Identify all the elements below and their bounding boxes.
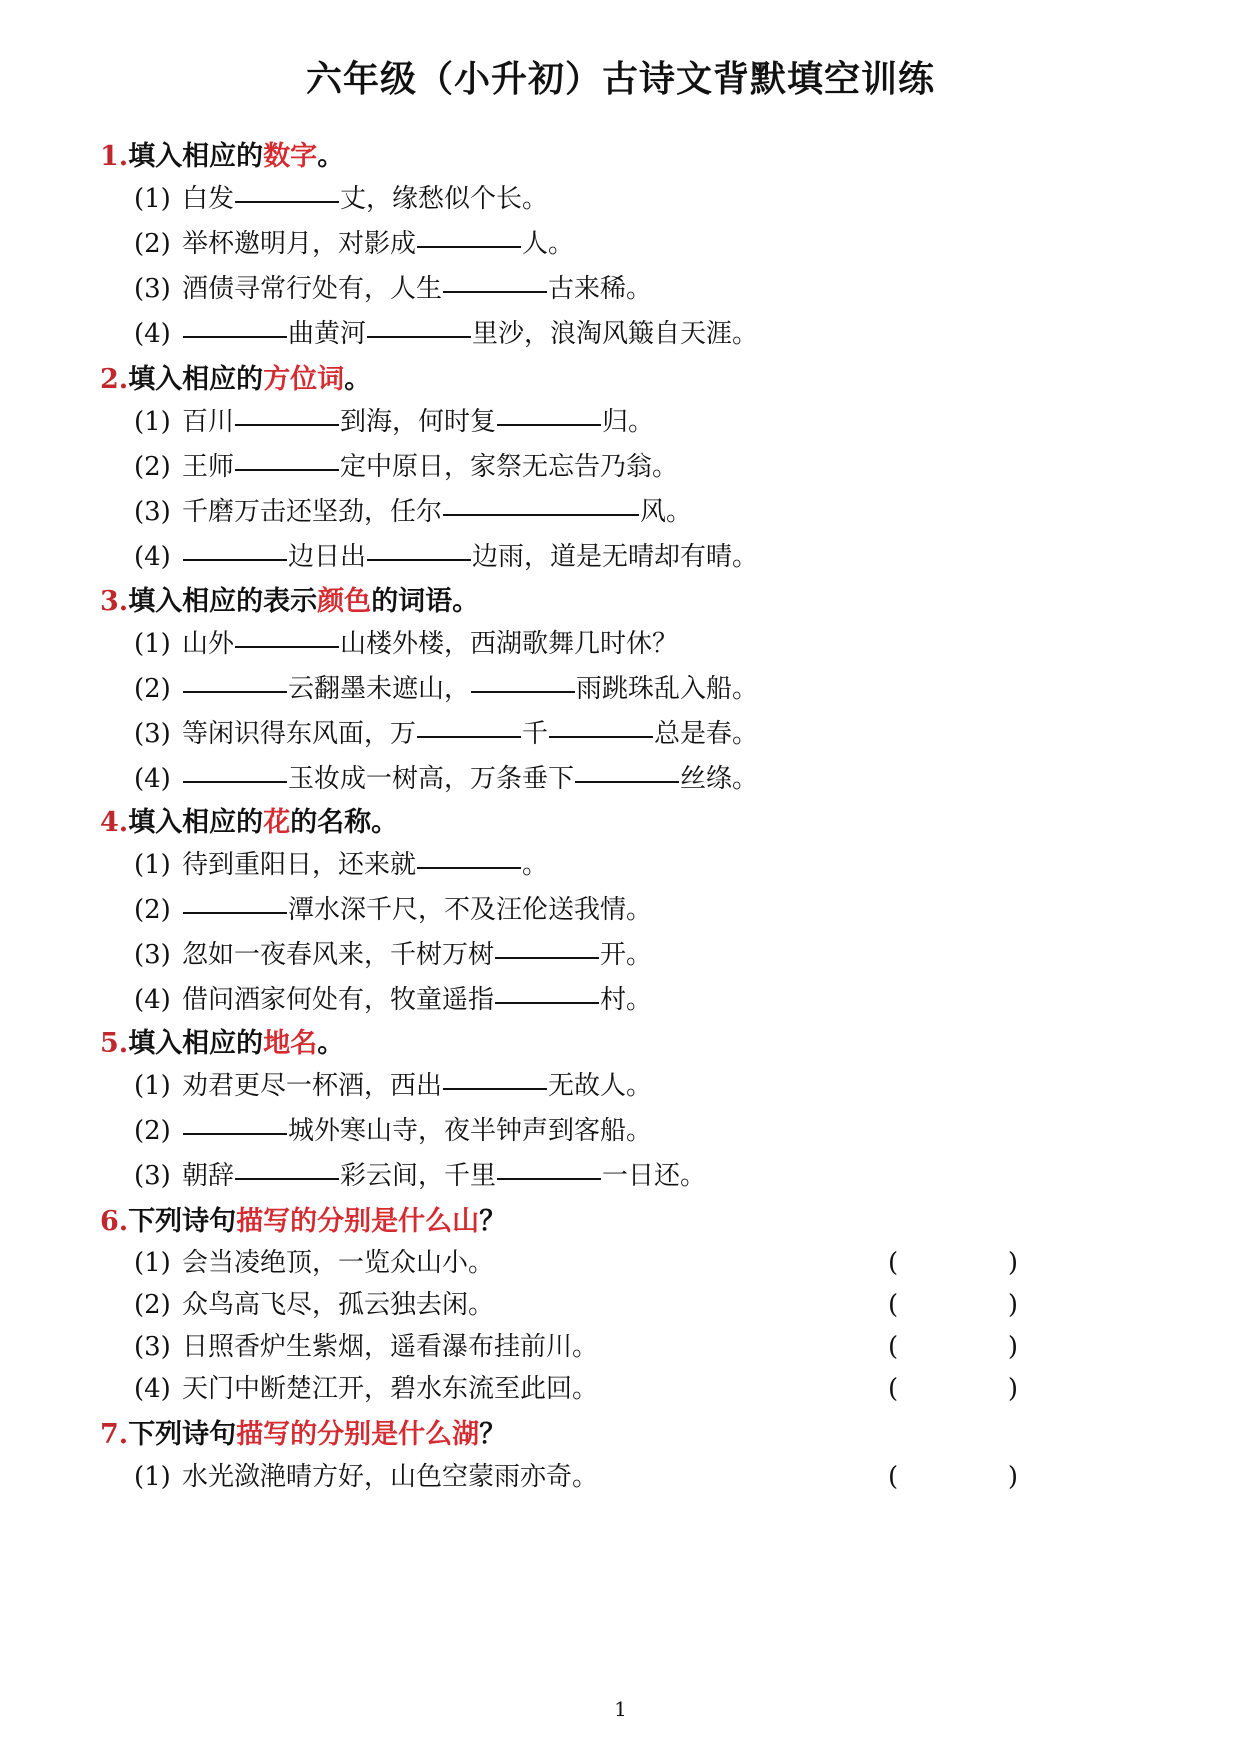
heading-text-end: 。 bbox=[317, 141, 345, 172]
item-text: 天门中断楚江开，碧水东流至此回。 bbox=[182, 1374, 599, 1404]
item-text: 雨跳珠乱入船。 bbox=[576, 674, 759, 704]
item-index: (4) bbox=[134, 319, 171, 349]
heading-highlight: 地名 bbox=[263, 1028, 318, 1059]
item-text: 风。 bbox=[640, 497, 693, 527]
answer-parentheses[interactable] bbox=[888, 1326, 1018, 1368]
open-paren: ( bbox=[888, 1462, 899, 1492]
question-item bbox=[100, 490, 1140, 535]
section-number: 6. bbox=[100, 1206, 129, 1237]
item-index: (2) bbox=[134, 452, 171, 482]
item-index: (1) bbox=[134, 850, 171, 880]
answer-blank[interactable] bbox=[183, 558, 287, 561]
close-paren: ) bbox=[1007, 1374, 1018, 1404]
item-text: 水光潋滟晴方好，山色空蒙雨亦奇。 bbox=[182, 1462, 599, 1492]
open-paren: ( bbox=[888, 1290, 899, 1320]
heading-text: 填入相应的 bbox=[128, 364, 264, 395]
item-index: (4) bbox=[134, 542, 171, 572]
item-index: (1) bbox=[134, 1462, 171, 1492]
item-text: 举杯邀明月，对影成 bbox=[182, 229, 417, 259]
question-item bbox=[100, 445, 1140, 490]
open-paren: ( bbox=[888, 1248, 899, 1278]
answer-blank[interactable] bbox=[235, 200, 339, 203]
heading-text: 填入相应的 bbox=[128, 807, 264, 838]
answer-blank[interactable] bbox=[367, 558, 471, 561]
question-item bbox=[100, 757, 1140, 802]
heading-highlight: 描写的分别是什么山 bbox=[236, 1206, 480, 1237]
answer-blank[interactable] bbox=[417, 735, 521, 738]
item-text: 云翻墨未遮山， bbox=[288, 674, 471, 704]
item-index: (2) bbox=[134, 1116, 171, 1146]
item-text: 酒债寻常行处有，人生 bbox=[182, 274, 443, 304]
open-paren: ( bbox=[888, 1332, 899, 1362]
question-item bbox=[100, 622, 1140, 667]
answer-blank[interactable] bbox=[443, 1087, 547, 1090]
item-text: 古来稀。 bbox=[548, 274, 653, 304]
heading-text-end: ？ bbox=[479, 1419, 507, 1450]
answer-blank[interactable] bbox=[443, 290, 547, 293]
answer-blank[interactable] bbox=[575, 780, 679, 783]
item-text: 等闲识得东风面，万 bbox=[182, 719, 417, 749]
heading-text: 填入相应的表示 bbox=[128, 586, 318, 617]
question-item bbox=[100, 267, 1140, 312]
item-text: 潭水深千尺，不及汪伦送我情。 bbox=[288, 895, 653, 925]
heading-text-end: 的名称。 bbox=[290, 807, 399, 838]
section-heading bbox=[100, 803, 1140, 843]
question-item bbox=[100, 177, 1140, 222]
question-item bbox=[100, 888, 1140, 933]
section-numbers bbox=[100, 137, 1140, 357]
answer-blank[interactable] bbox=[417, 866, 521, 869]
answer-parentheses[interactable] bbox=[888, 1284, 1018, 1326]
section-number: 1. bbox=[100, 141, 129, 172]
answer-blank[interactable] bbox=[549, 735, 653, 738]
section-heading bbox=[100, 1202, 1140, 1242]
close-paren: ) bbox=[1007, 1248, 1018, 1278]
answer-blank[interactable] bbox=[235, 423, 339, 426]
item-index: (3) bbox=[134, 274, 171, 304]
question-item bbox=[100, 312, 1140, 357]
item-index: (3) bbox=[134, 719, 171, 749]
answer-parentheses[interactable] bbox=[888, 1242, 1018, 1284]
section-directions bbox=[100, 360, 1140, 580]
question-item bbox=[100, 1109, 1140, 1154]
answer-blank[interactable] bbox=[443, 513, 639, 516]
item-index: (2) bbox=[134, 1290, 171, 1320]
item-text: 朝辞 bbox=[182, 1161, 235, 1191]
heading-highlight: 数字 bbox=[263, 141, 318, 172]
item-text: 待到重阳日，还来就 bbox=[182, 850, 417, 880]
close-paren: ) bbox=[1007, 1290, 1018, 1320]
question-item bbox=[100, 535, 1140, 580]
item-text: 。 bbox=[522, 850, 549, 880]
heading-text: 填入相应的 bbox=[128, 1028, 264, 1059]
close-paren: ) bbox=[1007, 1462, 1018, 1492]
answer-blank[interactable] bbox=[235, 645, 339, 648]
item-text: 里沙，浪淘风簸自天涯。 bbox=[472, 319, 759, 349]
question-item bbox=[100, 222, 1140, 267]
page-number: 1 bbox=[614, 1697, 627, 1721]
section-heading bbox=[100, 137, 1140, 177]
answer-blank[interactable] bbox=[495, 1001, 599, 1004]
item-text: 边日出 bbox=[288, 542, 367, 572]
answer-blank[interactable] bbox=[497, 1177, 601, 1180]
item-text: 城外寒山寺，夜半钟声到客船。 bbox=[288, 1116, 653, 1146]
question-item bbox=[100, 1455, 1140, 1500]
item-text: 白发 bbox=[182, 184, 235, 214]
heading-text-end: 的词语。 bbox=[371, 586, 480, 617]
heading-highlight: 描写的分别是什么湖 bbox=[236, 1419, 480, 1450]
answer-blank[interactable] bbox=[183, 911, 287, 914]
question-item bbox=[100, 1154, 1140, 1199]
question-item bbox=[100, 1064, 1140, 1109]
close-paren: ) bbox=[1007, 1332, 1018, 1362]
section-flowers bbox=[100, 803, 1140, 1023]
item-text: 彩云间，千里 bbox=[340, 1161, 497, 1191]
item-text: 借问酒家何处有，牧童遥指 bbox=[182, 985, 495, 1015]
question-item bbox=[100, 400, 1140, 445]
item-text: 丈，缘愁似个长。 bbox=[340, 184, 549, 214]
answer-blank[interactable] bbox=[183, 780, 287, 783]
question-item bbox=[100, 1368, 1140, 1410]
section-lakes bbox=[100, 1415, 1140, 1500]
question-item bbox=[100, 933, 1140, 978]
item-text: 人。 bbox=[522, 229, 575, 259]
answer-blank[interactable] bbox=[183, 690, 287, 693]
question-item bbox=[100, 1284, 1140, 1326]
item-text: 边雨，道是无晴却有晴。 bbox=[472, 542, 759, 572]
heading-text-end: 。 bbox=[317, 1028, 345, 1059]
heading-highlight: 花 bbox=[263, 807, 291, 838]
item-text: 丝绦。 bbox=[680, 764, 759, 794]
question-item bbox=[100, 1242, 1140, 1284]
question-item bbox=[100, 978, 1140, 1023]
answer-parentheses[interactable] bbox=[888, 1455, 1018, 1500]
item-text: 村。 bbox=[600, 985, 653, 1015]
answer-blank[interactable] bbox=[235, 468, 339, 471]
section-number: 2. bbox=[100, 364, 129, 395]
item-text: 忽如一夜春风来，千树万树 bbox=[182, 940, 495, 970]
heading-highlight: 颜色 bbox=[317, 586, 372, 617]
item-index: (2) bbox=[134, 674, 171, 704]
section-heading bbox=[100, 1024, 1140, 1064]
item-text: 王师 bbox=[182, 452, 235, 482]
section-mountains bbox=[100, 1202, 1140, 1410]
item-text: 玉妆成一树高，万条垂下 bbox=[288, 764, 575, 794]
heading-text: 下列诗句 bbox=[128, 1419, 237, 1450]
item-text: 一日还。 bbox=[602, 1161, 707, 1191]
answer-blank[interactable] bbox=[471, 690, 575, 693]
answer-blank[interactable] bbox=[367, 335, 471, 338]
item-index: (4) bbox=[134, 1374, 171, 1404]
item-text: 千磨万击还坚劲，任尔 bbox=[182, 497, 443, 527]
item-text: 到海，何时复 bbox=[340, 407, 497, 437]
item-text: 曲黄河 bbox=[288, 319, 367, 349]
question-item bbox=[100, 667, 1140, 712]
item-text: 开。 bbox=[600, 940, 653, 970]
section-number: 4. bbox=[100, 807, 129, 838]
item-text: 会当凌绝顶，一览众山小。 bbox=[182, 1248, 495, 1278]
item-index: (4) bbox=[134, 985, 171, 1015]
heading-text-end: ？ bbox=[479, 1206, 507, 1237]
item-text: 山外 bbox=[182, 629, 235, 659]
item-index: (1) bbox=[134, 184, 171, 214]
answer-blank[interactable] bbox=[183, 335, 287, 338]
item-text: 日照香炉生紫烟，遥看瀑布挂前川。 bbox=[182, 1332, 599, 1362]
section-number: 5. bbox=[100, 1028, 129, 1059]
item-index: (3) bbox=[134, 940, 171, 970]
item-text: 定中原日，家祭无忘告乃翁。 bbox=[340, 452, 679, 482]
item-index: (3) bbox=[134, 497, 171, 527]
item-index: (2) bbox=[134, 229, 171, 259]
question-item bbox=[100, 843, 1140, 888]
item-text: 众鸟高飞尽，孤云独去闲。 bbox=[182, 1290, 495, 1320]
question-item bbox=[100, 712, 1140, 757]
item-text: 归。 bbox=[602, 407, 655, 437]
item-index: (1) bbox=[134, 1248, 171, 1278]
heading-text-end: 。 bbox=[344, 364, 372, 395]
open-paren: ( bbox=[888, 1374, 899, 1404]
heading-text: 下列诗句 bbox=[128, 1206, 237, 1237]
answer-blank[interactable] bbox=[235, 1177, 339, 1180]
item-index: (1) bbox=[134, 629, 171, 659]
item-index: (4) bbox=[134, 764, 171, 794]
answer-blank[interactable] bbox=[497, 423, 601, 426]
section-heading bbox=[100, 1415, 1140, 1455]
heading-text: 填入相应的 bbox=[128, 141, 264, 172]
item-index: (1) bbox=[134, 407, 171, 437]
item-index: (1) bbox=[134, 1071, 171, 1101]
item-text: 总是春。 bbox=[654, 719, 759, 749]
section-heading bbox=[100, 582, 1140, 622]
item-text: 无故人。 bbox=[548, 1071, 653, 1101]
question-item bbox=[100, 1326, 1140, 1368]
item-text: 山楼外楼，西湖歌舞几时休？ bbox=[340, 629, 679, 659]
answer-blank[interactable] bbox=[417, 245, 521, 248]
answer-blank[interactable] bbox=[183, 1132, 287, 1135]
item-text: 千 bbox=[522, 719, 549, 749]
item-index: (3) bbox=[134, 1161, 171, 1191]
worksheet-title: 六年级（小升初）古诗文背默填空训练 bbox=[305, 59, 935, 100]
item-text: 百川 bbox=[182, 407, 235, 437]
section-places bbox=[100, 1024, 1140, 1199]
section-number: 7. bbox=[100, 1419, 129, 1450]
section-heading bbox=[100, 360, 1140, 400]
heading-highlight: 方位词 bbox=[263, 364, 345, 395]
item-text: 劝君更尽一杯酒，西出 bbox=[182, 1071, 443, 1101]
section-number: 3. bbox=[100, 586, 129, 617]
answer-parentheses[interactable] bbox=[888, 1368, 1018, 1410]
item-index: (2) bbox=[134, 895, 171, 925]
section-colors bbox=[100, 582, 1140, 802]
item-index: (3) bbox=[134, 1332, 171, 1362]
answer-blank[interactable] bbox=[495, 956, 599, 959]
